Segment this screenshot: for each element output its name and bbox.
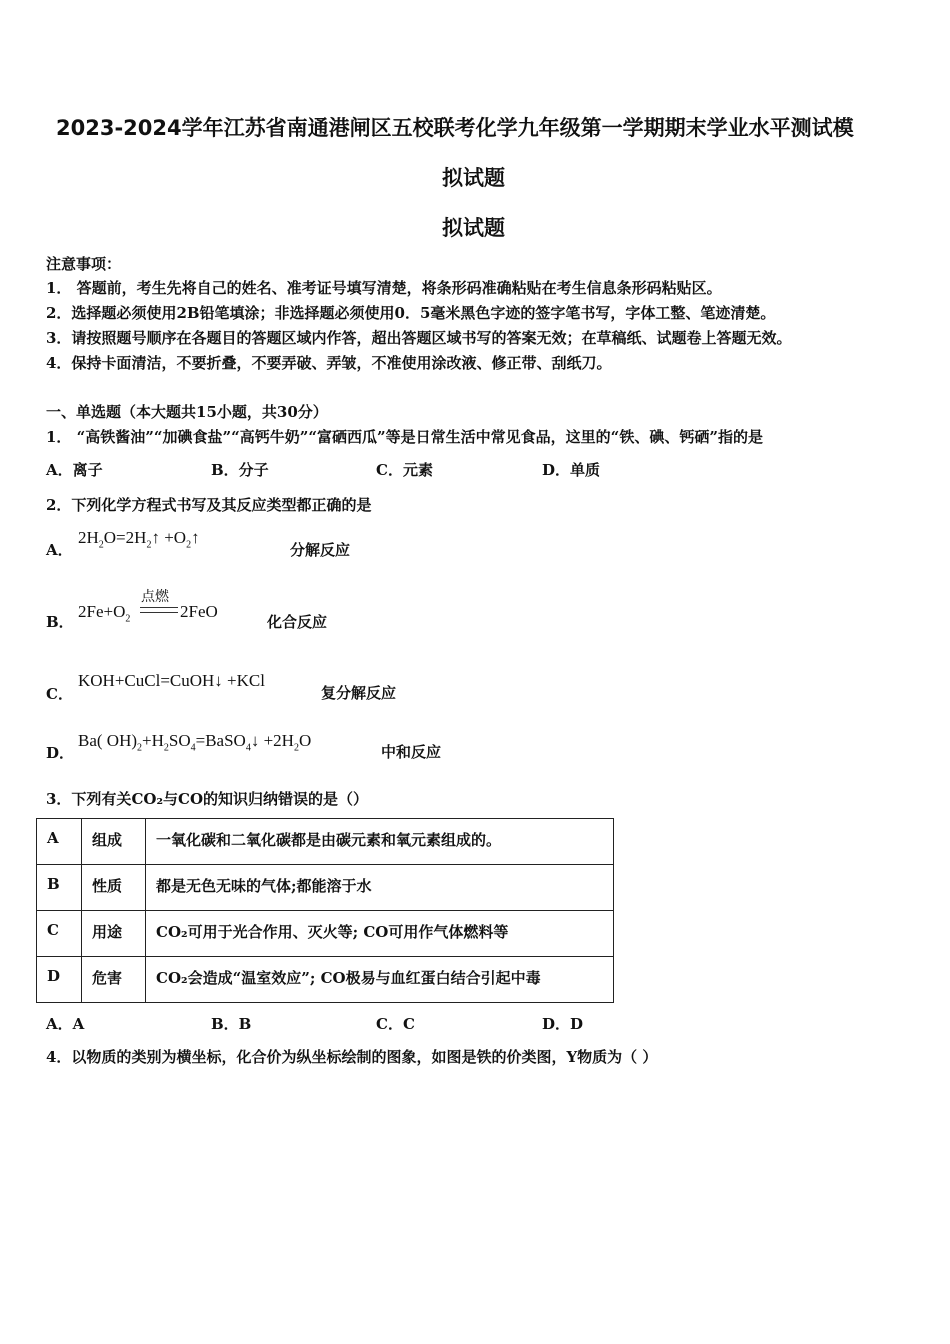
q1-option-d[interactable]: D．单质	[542, 461, 601, 479]
section-heading: 一、单选题（本大题共15小题，共30分）	[46, 403, 328, 421]
q2-option-a-equation: $2H_2O=2H_2↑$ $+O_2↑$	[78, 528, 200, 551]
q2-option-d-equation: Ba( $OH)_2+H_2SO_4=BaSO_4↓ +2H_2O$	[78, 731, 312, 754]
q2-option-c-equation: KOH+CuCl=CuOH↓ +KCl	[78, 671, 265, 690]
q1-option-c[interactable]: C．元素	[376, 461, 433, 479]
q2-option-b-equation-left: $2Fe+O_2$	[78, 602, 131, 625]
row-item: 用途	[82, 911, 146, 957]
row-content: CO₂可用于光合作用、灭火等; CO可用作气体燃料等	[146, 911, 614, 957]
row-letter: B	[37, 865, 82, 911]
row-content: 都是无色无味的气体;都能溶于水	[146, 865, 614, 911]
note-item: 4．保持卡面清洁，不要折叠，不要弄破、弄皱，不准使用涂改液、修正带、刮纸刀。	[46, 354, 612, 372]
q3-table	[36, 818, 614, 1003]
note-item: 3．请按照题号顺序在各题目的答题区域内作答，超出答题区域书写的答案无效；在草稿纸、试题卷上答题无效。	[46, 329, 792, 347]
row-content: 一氧化碳和二氧化碳都是由碳元素和氧元素组成的。	[146, 819, 614, 865]
q2-option-b-equation-right: 2FeO	[180, 602, 218, 621]
q3-option-b[interactable]: B．B	[211, 1015, 252, 1033]
reaction-condition: 点燃	[141, 589, 169, 605]
q3-option-c[interactable]: C．C	[376, 1015, 415, 1033]
note-item: 1． 答题前，考生先将自己的姓名、准考证号填写清楚，将条形码准确粘贴在考生信息条形码粘贴区。	[46, 279, 722, 297]
note-item: 2．选择题必须使用2B铅笔填涂；非选择题必须使用0．5毫米黑色字迹的签字笔书写，字体工整、笔迹清楚。	[46, 304, 776, 322]
row-letter: C	[37, 911, 82, 957]
table-row	[37, 957, 614, 1003]
question-3-stem: 3．下列有关CO₂与CO的知识归纳错误的是（）	[46, 790, 369, 808]
row-item: 组成	[82, 819, 146, 865]
row-item: 危害	[82, 957, 146, 1003]
q2-option-d-label[interactable]: D．	[46, 744, 75, 762]
row-content: CO₂会造成“温室效应”; CO极易与血红蛋白结合引起中毒	[146, 957, 614, 1003]
row-item: 性质	[82, 865, 146, 911]
q1-option-b[interactable]: B．分子	[211, 461, 269, 479]
q2-option-d-type: 中和反应	[381, 743, 442, 761]
q2-option-c-label[interactable]: C．	[46, 685, 73, 703]
question-1-stem: 1． “高铁酱油”“加碘食盐”“高钙牛奶”“富硒西瓜”等是日常生活中常见食品，这里的“铁、碘、钙硒”指的是	[46, 428, 763, 446]
row-letter: A	[37, 819, 82, 865]
q3-option-d[interactable]: D．D	[542, 1015, 584, 1033]
q1-option-a[interactable]: A．离子	[46, 461, 103, 479]
equals-arrow	[140, 607, 178, 613]
notes-heading: 注意事项：	[46, 255, 122, 273]
page-subtitle: 拟试题	[442, 216, 505, 240]
q2-option-b-label[interactable]: B．	[46, 613, 74, 631]
table-row	[37, 865, 614, 911]
row-letter: D	[37, 957, 82, 1003]
table-row	[37, 911, 614, 957]
page-title-continued: 拟试题	[442, 166, 505, 190]
table-row	[37, 819, 614, 865]
q2-option-c-type: 复分解反应	[321, 684, 397, 702]
page-title: 2023-2024学年江苏省南通港闸区五校联考化学九年级第一学期期末学业水平测试模	[56, 116, 854, 140]
question-4-stem: 4．以物质的类别为横坐标，化合价为纵坐标绘制的图象，如图是铁的价类图，Y物质为（ ）	[46, 1048, 658, 1066]
q3-option-a[interactable]: A．A	[46, 1015, 85, 1033]
q2-option-a-label[interactable]: A．	[46, 541, 73, 559]
q2-option-a-type: 分解反应	[290, 541, 351, 559]
q2-option-b-type: 化合反应	[267, 613, 328, 631]
question-2-stem: 2．下列化学方程式书写及其反应类型都正确的是	[46, 496, 372, 514]
